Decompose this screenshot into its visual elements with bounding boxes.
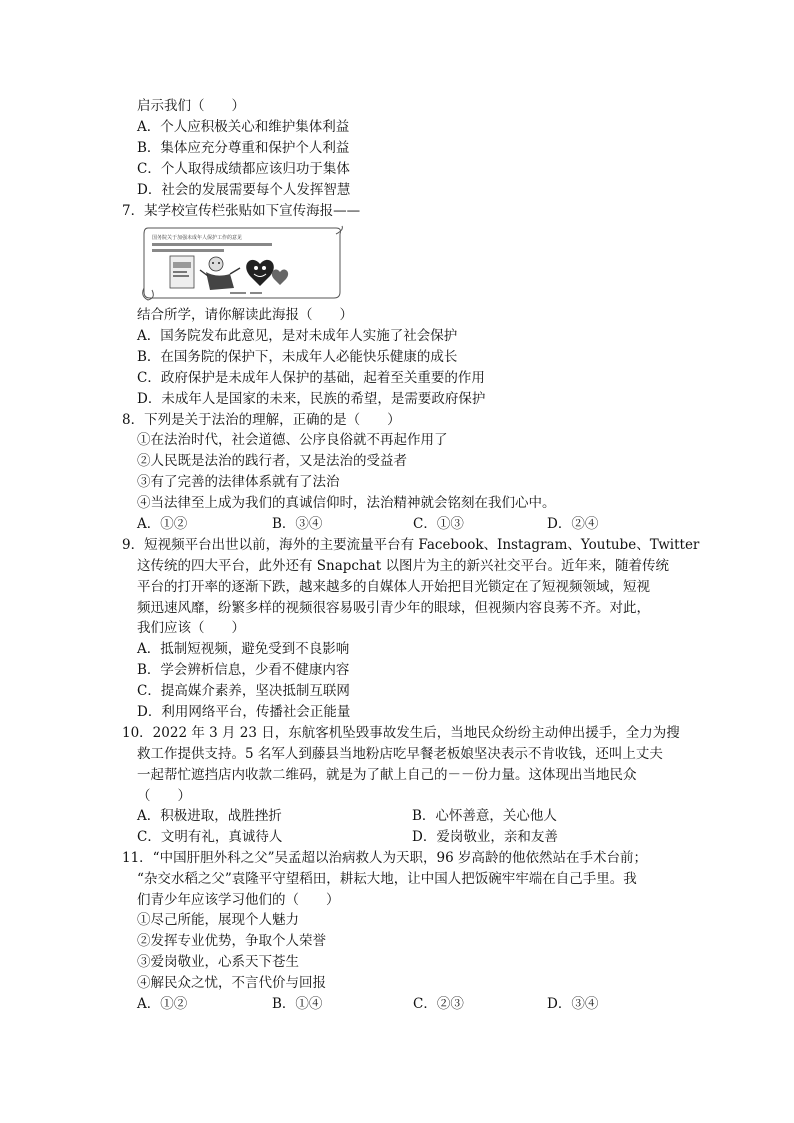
q8-item-3: ③有了完善的法律体系就有了法治 bbox=[137, 474, 340, 490]
q11-item-2: ②发挥专业优势，争取个人荣誉 bbox=[137, 933, 326, 949]
q10-option-a: A．积极进取，战胜挫折 bbox=[137, 808, 282, 824]
q11-stem-line-2: “杂交水稻之父”袁隆平守望稻田，耕耘大地，让中国人把饭碗牢牢端在自己手里。我 bbox=[137, 871, 637, 887]
poster-illustration bbox=[140, 224, 344, 302]
q10-stem-line-2: 救工作提供支持。5 名军人到藤县当地粉店吃早餐老板娘坚决表示不肯收钱，还叫上丈夫 bbox=[137, 746, 663, 762]
q11-item-3: ③爱岗敬业，心系天下苍生 bbox=[137, 954, 299, 970]
q8-item-4: ④当法律至上成为我们的真诚信仰时，法治精神就会铭刻在我们心中。 bbox=[137, 495, 556, 511]
q11-option-c: C．②③ bbox=[413, 996, 464, 1012]
q7-option-d: D．未成年人是国家的未来，民族的希望，是需要政府保护 bbox=[137, 391, 486, 407]
q9-stem-line-2: 这传统的四大平台，此外还有 Snapchat 以图片为主的新兴社交平台。近年来，随着传统 bbox=[137, 558, 669, 574]
poster-header-text: 国务院关于加强未成年人保护工作的意见 bbox=[152, 235, 243, 241]
q11-item-1: ①尽己所能，展现个人魅力 bbox=[137, 912, 299, 928]
q6-option-b: B．集体应充分尊重和保护个人利益 bbox=[137, 140, 350, 156]
q8-stem: 8．下列是关于法治的理解，正确的是（ ） bbox=[122, 412, 401, 428]
q7-follow: 结合所学，请你解读此海报（ ） bbox=[137, 307, 353, 323]
poster-image bbox=[140, 224, 344, 302]
q9-option-b: B．学会辨析信息，少看不健康内容 bbox=[137, 662, 350, 678]
q9-option-a: A．抵制短视频，避免受到不良影响 bbox=[137, 641, 350, 657]
q8-option-a: A．①② bbox=[137, 516, 188, 532]
q9-stem-line-5: 我们应该（ ） bbox=[137, 620, 245, 636]
q9-stem-line-3: 平台的打开率的逐渐下跌，越来越多的自媒体人开始把目光锁定在了短视频领域，短视 bbox=[137, 579, 650, 595]
q6-option-c: C．个人取得成绩都应该归功于集体 bbox=[137, 161, 350, 177]
q9-stem-line-1: 9．短视频平台出世以前，海外的主要流量平台有 Facebook、Instagram、Youtube、Twitter bbox=[122, 537, 700, 553]
q8-option-d: D．②④ bbox=[547, 516, 599, 532]
q10-stem-line-4: （ ） bbox=[137, 788, 191, 804]
q11-option-d: D．③④ bbox=[547, 996, 599, 1012]
q11-item-4: ④解民众之忧，不言代价与回报 bbox=[137, 975, 326, 991]
q7-option-a: A．国务院发布此意见，是对未成年人实施了社会保护 bbox=[137, 328, 458, 344]
q6-option-d: D．社会的发展需要每个人发挥智慧 bbox=[137, 182, 351, 198]
q10-option-c: C．文明有礼，真诚待人 bbox=[137, 829, 283, 845]
q10-option-b: B．心怀善意，关心他人 bbox=[412, 808, 557, 824]
q8-option-b: B．③④ bbox=[272, 516, 323, 532]
q11-option-b: B．①④ bbox=[272, 996, 323, 1012]
q8-item-1: ①在法治时代，社会道德、公序良俗就不再起作用了 bbox=[137, 432, 448, 448]
q6-tail: 启示我们（ ） bbox=[137, 98, 245, 114]
q11-stem-line-3: 们青少年应该学习他们的（ ） bbox=[137, 892, 340, 908]
q10-stem-line-3: 一起帮忙遮挡店内收款二维码，就是为了献上自己的－－份力量。这体现出当地民众 bbox=[137, 767, 637, 783]
q10-option-d: D．爱岗敬业，亲和友善 bbox=[412, 829, 558, 845]
q9-option-d: D．利用网络平台，传播社会正能量 bbox=[137, 704, 351, 720]
q8-option-c: C．①③ bbox=[413, 516, 464, 532]
q9-option-c: C．提高媒介素养，坚决抵制互联网 bbox=[137, 683, 350, 699]
q7-option-b: B．在国务院的保护下，未成年人必能快乐健康的成长 bbox=[137, 349, 458, 365]
q11-stem-line-1: 11．“中国肝胆外科之父”吴孟超以治病救人为天职，96 岁高龄的他依然站在手术台前； bbox=[122, 850, 647, 866]
q8-item-2: ②人民既是法治的践行者，又是法治的受益者 bbox=[137, 453, 407, 469]
q9-stem-line-4: 频迅速风靡，纷繁多样的视频很容易吸引青少年的眼球，但视频内容良莠不齐。对此， bbox=[137, 600, 650, 616]
q11-option-a: A．①② bbox=[137, 996, 188, 1012]
q7-option-c: C．政府保护是未成年人保护的基础，起着至关重要的作用 bbox=[137, 370, 485, 386]
q10-stem-line-1: 10．2022 年 3 月 23 日，东航客机坠毁事故发生后，当地民众纷纷主动伸出援手，全力为搜 bbox=[122, 725, 680, 741]
q7-stem: 7．某学校宣传栏张贴如下宣传海报—— bbox=[122, 203, 361, 219]
q6-option-a: A．个人应积极关心和维护集体利益 bbox=[137, 119, 350, 135]
